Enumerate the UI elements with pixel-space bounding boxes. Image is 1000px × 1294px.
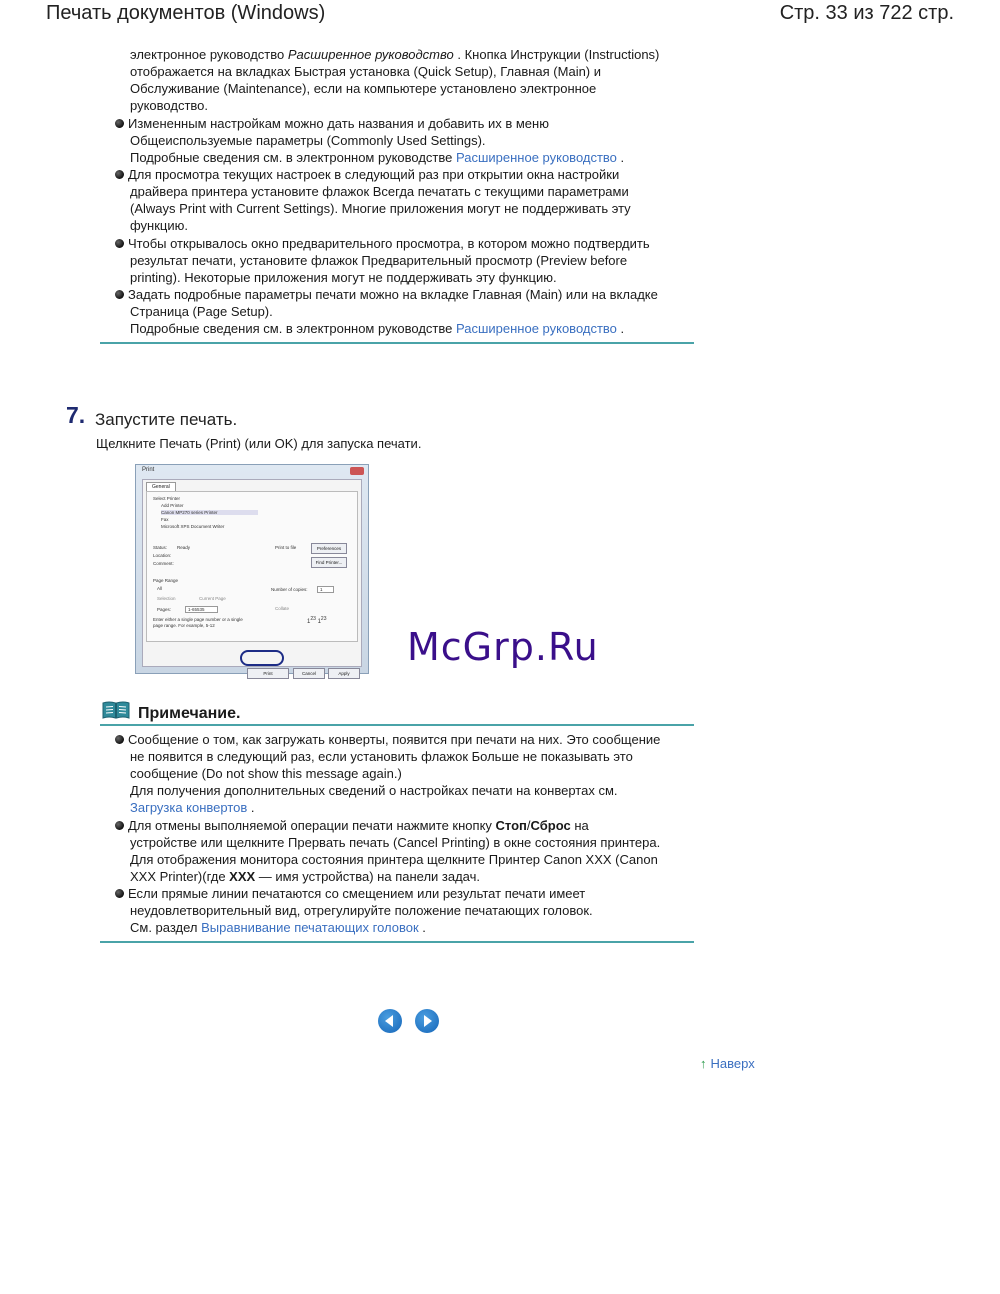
print-button: Print [247,668,289,679]
watermark: McGrp.Ru [407,625,599,669]
note-b-line-2: устройстве или щелкните Прервать печать (Cancel Printing) в окне состояния принтера. [130,835,661,850]
apply-button: Apply [328,668,360,679]
note-2-line-4: функцию. [130,218,188,233]
intro-line-2: отображается на вкладках Быстрая установка (Quick Setup), Главная (Main) и [130,64,602,79]
dialog-panel [146,491,358,642]
bullet-icon [115,170,124,179]
note-4-line-1: Задать подробные параметры печати можно на вкладке Главная (Main) или на вкладке [128,287,658,302]
print-dialog-screenshot [135,464,369,674]
status-value: Ready [177,545,191,550]
note-1-line-2: Общеиспользуемые параметры (Commonly Used Settings). [130,133,486,148]
selection-radio: Selection [157,596,176,601]
cancel-button: Cancel [293,668,325,679]
intro-line-3: Обслуживание (Maintenance), если на компьютере установлено электронное [130,81,597,96]
dialog-body [142,479,362,676]
back-arrow-icon[interactable] [378,1009,402,1033]
note-title: Примечание. [138,705,241,722]
current-page-radio: Current Page [199,596,226,601]
divider [100,941,694,943]
bullet-icon [115,290,124,299]
step-title: Запустите печать. [95,410,238,429]
find-printer-button: Find Printer... [311,557,347,568]
range-hint-1: Enter either a single page number or a single [153,617,243,622]
loading-envelopes-link[interactable]: Загрузка конвертов [130,800,248,815]
note-3-line-1: Чтобы открывалось окно предварительного просмотра, в котором можно подтвердить [128,236,650,251]
dialog-title: Print [142,467,155,473]
print-button-highlight [240,650,284,666]
note-a-line-4: Для получения дополнительных сведений о настройках печати на конвертах см. [130,783,618,798]
collate-pages-icon: $1^{23}$ $1^{23}$ [307,616,327,625]
note-4-line-2: Страница (Page Setup). [130,304,273,319]
note-2-line-3: (Always Print with Current Settings). Многие приложения могут не поддерживать эту [130,201,631,216]
tab-general: General [146,482,176,492]
printer-item-selected: Canon MP270 series Printer [161,510,258,515]
forward-arrow-icon[interactable] [415,1009,439,1033]
copies-input: 1 [317,586,334,593]
note-a-line-3: сообщение (Do not show this message again.) [130,766,402,781]
note-a-line-2: не появится в следующий раз, если установить флажок Больше не показывать это [130,749,633,764]
note-c-line-2: неудовлетворительный вид, отрегулируйте положение печатающих головок. [130,903,593,918]
preferences-button: Preferences [311,543,347,554]
intro-line-1: электронное руководство Расширенное руководство . Кнопка Инструкции (Instructions) [130,47,660,62]
bullet-icon [115,821,124,830]
back-to-top-link[interactable] [700,1056,755,1071]
divider [100,724,694,726]
print-to-file-checkbox: Print to file [275,545,297,550]
bullet-icon [115,889,124,898]
bullet-icon [115,735,124,744]
bullet-icon [115,239,124,248]
note-b-line-4: XXX Printer)(где XXX — имя устройства) на панели задач. [130,869,481,884]
range-hint-2: page range. For example, 5-12 [153,623,215,628]
up-arrow-icon: ↑ [700,1056,707,1071]
printer-item: Fax [161,517,169,522]
print-head-alignment-link[interactable]: Выравнивание печатающих головок [201,920,419,935]
open-book-icon [102,700,130,720]
page-counter: Стр. 33 из 722 стр. [779,2,954,24]
select-printer-label: Select Printer [153,496,181,501]
note-c-line-3: См. раздел Выравнивание печатающих головок . [130,920,426,935]
back-to-top-label[interactable]: Наверх [710,1056,755,1071]
printer-item: Microsoft XPS Document Writer [161,524,225,529]
status-label: Status: [153,545,168,550]
note-c-line-1: Если прямые линии печатаются со смещением или результат печати имеет [128,886,586,901]
note-b-line-1: Для отмены выполняемой операции печати нажмите кнопку Стоп/Сброс на [128,818,589,833]
note-3-line-3: printing). Некоторые приложения могут не поддерживать эту функцию. [130,270,557,285]
note-1-line-1: Измененным настройкам можно дать названия и добавить их в меню [128,116,549,131]
collate-checkbox: Collate [275,606,290,611]
note-3-line-2: результат печати, установите флажок Предварительный просмотр (Preview before [130,253,628,268]
note-a-line-5: Загрузка конвертов . [130,800,255,815]
note-a-line-1: Сообщение о том, как загружать конверты, появится при печати на них. Это сообщение [128,732,661,747]
note-4-line-3: Подробные сведения см. в электронном руководстве Расширенное руководство . [130,321,625,336]
copies-label: Number of copies: [271,587,308,592]
note-1-line-3: Подробные сведения см. в электронном руководстве Расширенное руководство . [130,150,625,165]
document-title: Печать документов (Windows) [46,2,326,24]
bullet-icon [115,119,124,128]
pages-radio: Pages: [157,607,172,612]
advanced-guide-link[interactable]: Расширенное руководство [455,150,617,165]
all-radio: All [157,586,163,591]
advanced-guide-link[interactable]: Расширенное руководство [455,321,617,336]
step-number: 7. [66,402,86,428]
pages-input: 1-65535 [185,606,218,613]
location-label: Location: [153,553,172,558]
divider [100,342,694,344]
note-2-line-2: драйвера принтера установите флажок Всегда печатать с текущими параметрами [130,184,629,199]
printer-item: Add Printer [161,503,184,508]
page-range-label: Page Range [153,578,179,583]
step-description: Щелкните Печать (Print) (или OK) для запуска печати. [96,436,422,451]
note-b-line-3: Для отображения монитора состояния принтера щелкните Принтер Canon XXX (Canon [130,852,658,867]
note-2-line-1: Для просмотра текущих настроек в следующий раз при открытии окна настройки [128,167,620,182]
intro-line-4: руководство. [130,98,208,113]
close-icon [350,467,364,475]
comment-label: Comment: [153,561,174,566]
